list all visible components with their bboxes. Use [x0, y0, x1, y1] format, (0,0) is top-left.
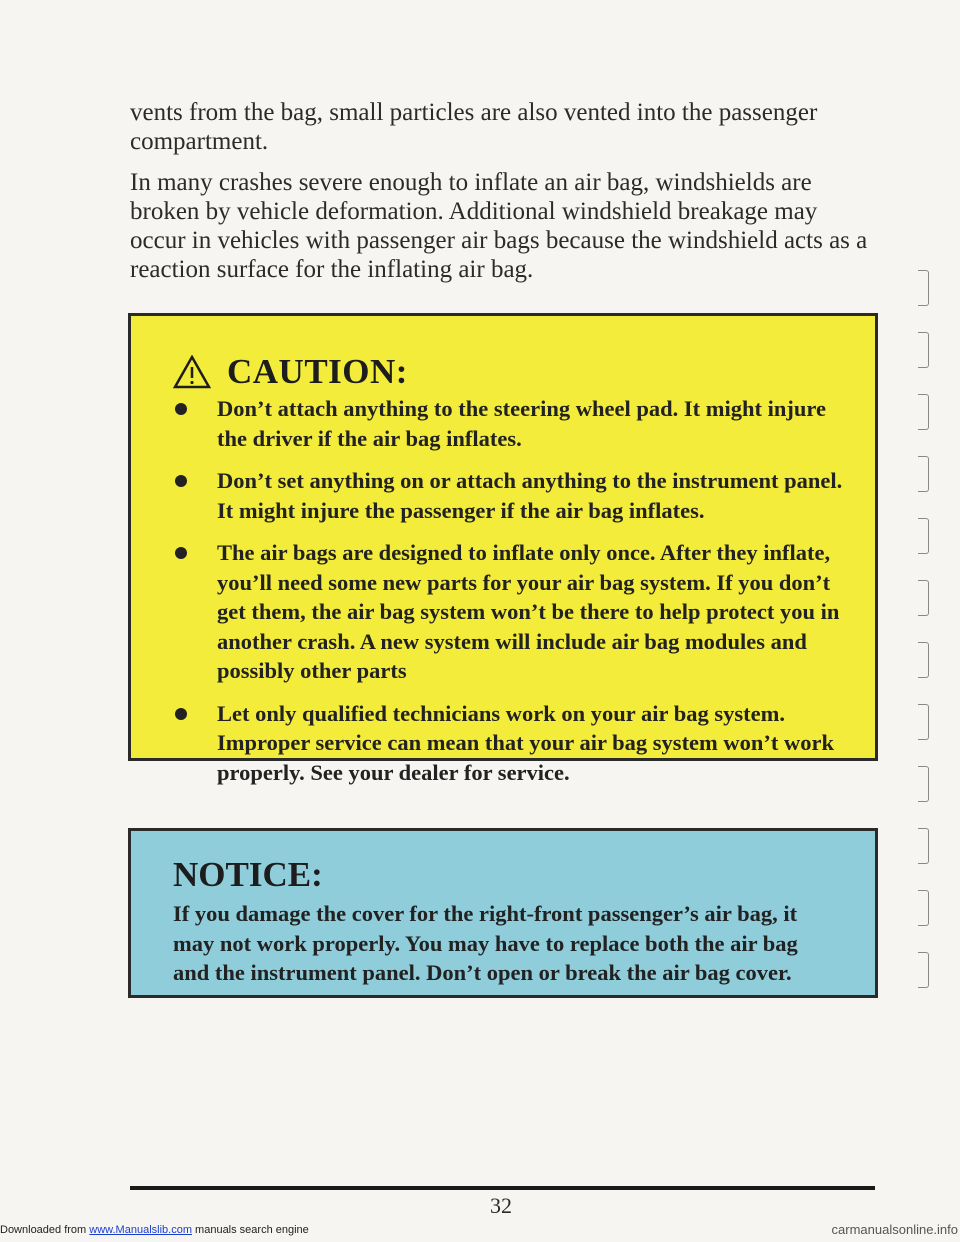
caution-item: The air bags are designed to inflate only once. After they inflate, you’ll need some new parts for your air bag system. If you don’t get them, the air bag system won’t be there to help protect you in another crash. A new system will include air bag modules and possibly other parts: [169, 538, 849, 686]
caution-item: Don’t set anything on or attach anything to the instrument panel. It might injure the passenger if the air bag inflates.: [169, 466, 849, 525]
bullet-icon: [175, 708, 187, 720]
caution-list: [169, 394, 849, 800]
caution-item: Don’t attach anything to the steering wheel pad. It might injure the driver if the air bag inflates.: [169, 394, 849, 453]
edge-tab-mark: [918, 518, 929, 554]
download-watermark: [0, 1224, 309, 1236]
bullet-icon: [175, 547, 187, 559]
edge-tab-mark: [918, 642, 929, 678]
body-paragraph-1: vents from the bag, small particles are also vented into the passenger compartment.: [130, 99, 818, 155]
caution-box: [128, 313, 878, 785]
caution-heading: [173, 352, 408, 392]
edge-tab-mark: [918, 890, 929, 926]
bullet-icon: [175, 403, 187, 415]
watermark-prefix: Downloaded from: [0, 1224, 87, 1236]
notice-box: [128, 828, 878, 998]
warning-triangle-icon: [173, 355, 211, 389]
edge-tab-mark: [918, 456, 929, 492]
watermark-suffix: manuals search engine: [195, 1224, 309, 1236]
notice-text: If you damage the cover for the right-front passenger’s air bag, it may not work properly. You may have to replace both the air bag and the instrument panel. Don’t open or break the air bag cover.: [173, 901, 798, 985]
edge-tab-mark: [918, 704, 929, 740]
edge-tab-mark: [918, 828, 929, 864]
edge-tab-mark: [918, 766, 929, 802]
caution-item: Let only qualified technicians work on your air bag system. Improper service can mean that your air bag system won’t work properly. See your dealer for service.: [169, 699, 849, 788]
edge-tab-mark: [918, 580, 929, 616]
body-paragraph-2: In many crashes severe enough to inflate an air bag, windshields are broken by vehicle deformation. Additional windshield breakage may occur in vehicles with passenger air bags because the windshield acts as a reaction surface for the inflating air bag.: [130, 169, 868, 283]
edge-tab-mark: [918, 332, 929, 368]
bullet-icon: [175, 475, 187, 487]
edge-tab-mark: [918, 394, 929, 430]
manualslib-link[interactable]: www.Manualslib.com: [89, 1224, 192, 1236]
edge-tab-mark: [918, 952, 929, 988]
footer-rule: [130, 1186, 875, 1190]
caution-title: CAUTION:: [227, 352, 408, 391]
notice-title: NOTICE:: [173, 855, 323, 894]
page-number: 32: [490, 1193, 512, 1218]
site-watermark: carmanualsonline.info: [831, 1222, 958, 1237]
edge-tab-mark: [918, 270, 929, 306]
